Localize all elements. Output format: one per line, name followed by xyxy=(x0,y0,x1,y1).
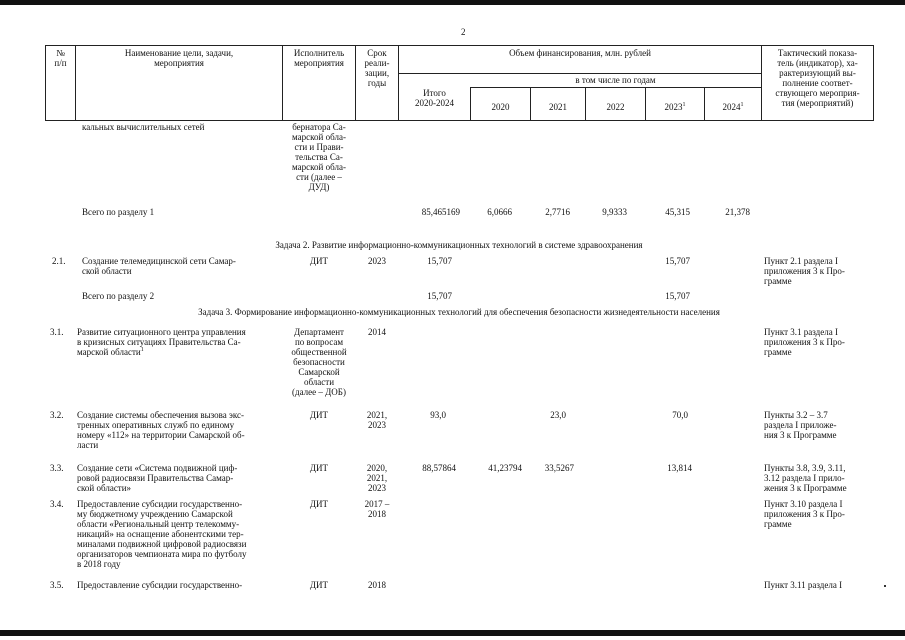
grid-line xyxy=(45,45,873,46)
top-border xyxy=(0,0,905,5)
header-term: Срок реали- зации, годы xyxy=(364,48,390,88)
bottom-border xyxy=(0,630,905,636)
row32-term: 2021, 2023 xyxy=(366,410,388,430)
page-number: 2 xyxy=(461,27,466,37)
row21-total: 15,707 xyxy=(427,256,452,266)
row32-total: 93,0 xyxy=(430,410,446,420)
row33-2021: 33,5267 xyxy=(544,463,574,473)
row21-executor: ДИТ xyxy=(309,256,329,266)
row21-name: Создание телемедицинской сети Самар- ской области xyxy=(82,256,236,276)
row33-2023: 13,814 xyxy=(667,463,692,473)
row32-name: Создание системы обеспечения вызова экс- тренных оперативных служб по единому номеру «112» на территории Самарской об- ласти xyxy=(77,410,245,450)
header-executor: Исполнитель мероприятия xyxy=(293,48,345,68)
row35-num: 3.5. xyxy=(50,580,64,590)
row33-indicator: Пункты 3.8, 3.9, 3.11, 3.12 раздела I прило- жения 3 к Программе xyxy=(764,463,847,493)
row31-name: Развитие ситуационного центра управления в кризисных ситуациях Правительства Са- марской области$^1$ xyxy=(77,327,246,357)
row35-indicator: Пункт 3.11 раздела I xyxy=(764,580,843,590)
scan-speck xyxy=(884,585,886,587)
section2-total-label: Всего по разделу 2 xyxy=(82,291,155,301)
row35-name: Предоставление субсидии государственно- xyxy=(77,580,243,590)
row34-num: 3.4. xyxy=(50,499,64,509)
row32-2021: 23,0 xyxy=(550,410,566,420)
row31-term: 2014 xyxy=(368,327,386,337)
row33-name: Создание сети «Система подвижной циф- ровой радиосвязи Правительства Самар- ской области» xyxy=(77,463,238,493)
row33-executor: ДИТ xyxy=(309,463,329,473)
cont-name: кальных вычислительных сетей xyxy=(82,122,205,132)
section2-2023: 15,707 xyxy=(665,291,690,301)
task3-heading: Задача 3. Формирование информационно-коммуникационных технологий для обеспечения безопасности жизнедеятельности населения xyxy=(198,307,720,317)
row34-term: 2017 – 2018 xyxy=(364,499,390,519)
row34-name: Предоставление субсидии государственно- му бюджетному учреждению Самарской области «Региональный центр телекомму- никаций» на оснащение абонентскими тер- миналами подвижной цифровой радиосвязи организаторов чемпионата мира по футболу в 2018 году xyxy=(77,499,247,569)
grid-line xyxy=(873,45,874,121)
cont-executor: бернатора Са- марской обла- сти и Прави- тельства Са- марской обла- сти (далее – ДУД) xyxy=(292,122,346,192)
row35-executor: ДИТ xyxy=(309,580,329,590)
header-2024: 2024$^1$ xyxy=(722,102,744,112)
section1-total-label: Всего по разделу 1 xyxy=(82,207,155,217)
grid-line xyxy=(470,87,761,88)
row34-executor: ДИТ xyxy=(309,499,329,509)
row31-executor: Департамент по вопросам общественной безопасности Самарской области (далее – ДОБ) xyxy=(291,327,347,397)
section1-2024: 21,378 xyxy=(725,207,750,217)
header-by-years: в том числе по годам xyxy=(575,75,656,85)
header-2020: 2020 xyxy=(491,102,510,112)
row21-num: 2.1. xyxy=(52,256,66,266)
row31-indicator: Пункт 3.1 раздела I приложения 3 к Про- грамме xyxy=(764,327,845,357)
section1-2021: 2,7716 xyxy=(545,207,570,217)
header-2022: 2022 xyxy=(606,102,625,112)
row21-indicator: Пункт 2.1 раздела I приложения 3 к Про- грамме xyxy=(764,256,845,286)
row34-indicator: Пункт 3.10 раздела I приложения 3 к Про- грамме xyxy=(764,499,845,529)
row32-executor: ДИТ xyxy=(309,410,329,420)
row33-term: 2020, 2021, 2023 xyxy=(366,463,388,493)
row32-num: 3.2. xyxy=(50,410,64,420)
grid-line xyxy=(45,120,873,121)
header-num: № п/п xyxy=(54,48,67,68)
section1-2023: 45,315 xyxy=(665,207,690,217)
task2-heading: Задача 2. Развитие информационно-коммуникационных технологий в системе здравоохранения xyxy=(275,240,643,250)
section1-total: 85,465169 xyxy=(421,207,460,217)
row33-num: 3.3. xyxy=(50,463,64,473)
row32-indicator: Пункты 3.2 – 3.7 раздела I приложе- ния 3 к Программе xyxy=(764,410,837,440)
row35-term: 2018 xyxy=(368,580,386,590)
section1-2020: 6,0666 xyxy=(487,207,512,217)
header-2023: 2023$^1$ xyxy=(664,102,686,112)
header-funding: Объем финансирования, млн. рублей xyxy=(509,48,651,58)
grid-line xyxy=(398,73,761,74)
row31-num: 3.1. xyxy=(50,327,64,337)
row33-2020: 41,23794 xyxy=(488,463,522,473)
row21-2023: 15,707 xyxy=(665,256,690,266)
header-2021: 2021 xyxy=(549,102,567,112)
section1-2022: 9,9333 xyxy=(602,207,627,217)
row32-2023: 70,0 xyxy=(672,410,688,420)
header-name: Наименование цели, задачи, мероприятия xyxy=(124,48,234,68)
row21-term: 2023 xyxy=(368,256,386,266)
section2-total: 15,707 xyxy=(427,291,452,301)
header-total: Итого 2020-2024 xyxy=(415,88,454,108)
row33-total: 88,57864 xyxy=(422,463,456,473)
header-indicator: Тактический показа- тель (индикатор), ха- рактеризующий вы- полнение соответ- ствующего мероприя- тия (мероприятий) xyxy=(775,48,860,108)
